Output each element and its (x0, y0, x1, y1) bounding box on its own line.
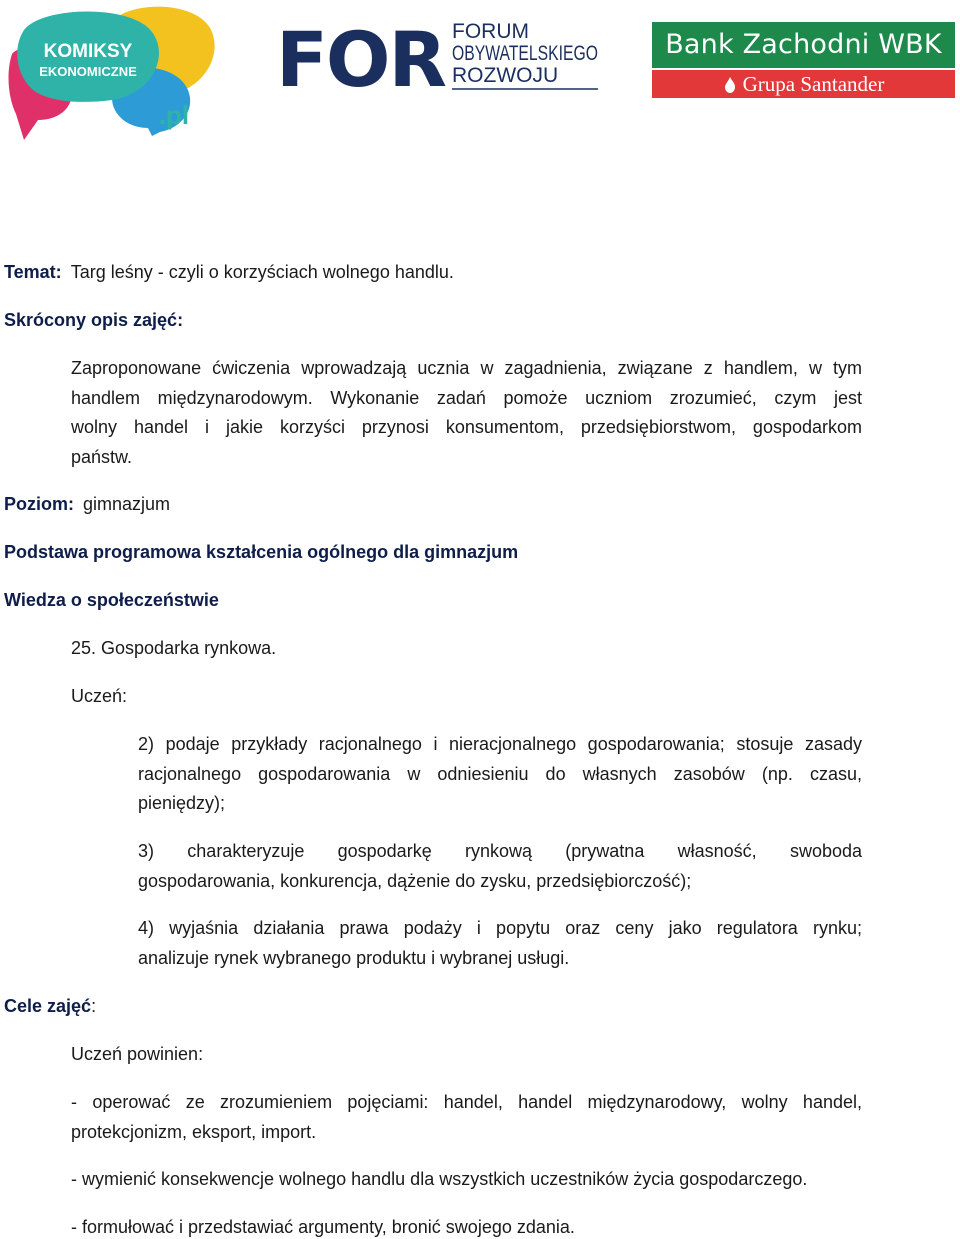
cele-colon: : (91, 996, 97, 1016)
requirement-line: 2) podaje przykłady racjonalnego i nieracjonalnego gospodarowania; stosuje zasady (138, 734, 862, 754)
uczen-label: Uczeń: (71, 686, 128, 706)
opis-paragraph (71, 354, 862, 472)
for-line2: OBYWATELSKIEGO (452, 42, 598, 65)
section-title: 25. Gospodarka rynkowa. (71, 638, 277, 658)
komiksy-line2: EKONOMICZNE (39, 64, 137, 79)
requirement-item (138, 730, 862, 819)
komiksy-ekonomiczne-logo (2, 2, 217, 142)
komiksy-line1: KOMIKSY (43, 41, 133, 62)
requirement-item (138, 914, 862, 973)
wos-heading: Wiedza o społeczeństwie (4, 590, 219, 610)
for-line3: ROZWOJU (452, 64, 559, 87)
opis-label: Skrócony opis zajęć: (4, 310, 184, 330)
cele-row (4, 994, 96, 1018)
bank-group: Grupa Santander (742, 72, 885, 96)
poziom-value: gimnazjum (83, 494, 171, 514)
temat-label: Temat: (4, 262, 62, 282)
goal-item (71, 1088, 862, 1147)
podstawa-heading: Podstawa programowa kształcenia ogólnego dla gimnazjum (4, 542, 519, 562)
bank-group-bar (652, 70, 955, 98)
cele-label: Cele zajęć (4, 996, 92, 1016)
temat-row (4, 260, 454, 284)
opis-line: wolny handel i jakie korzyści przynosi konsumentom, przedsiębiorstwom, gospodarkom (71, 417, 862, 437)
requirement-line: analizuje rynek wybranego produktu i wybranej usługi. (138, 947, 570, 968)
flame-icon (723, 77, 737, 93)
for-logo (276, 15, 606, 104)
goal-line: - operować ze zrozumieniem pojęciami: handel, handel międzynarodowy, wolny handel, (71, 1092, 862, 1112)
requirement-line: pieniędzy); (138, 793, 226, 813)
goal-item: - wymienić konsekwencje wolnego handlu dla wszystkich uczestników życia gospodarczego. (71, 1169, 808, 1189)
for-line1: FORUM (452, 20, 529, 43)
requirement-line: 3) charakteryzuje gospodarkę rynkową (prywatna własność, swoboda (138, 841, 862, 861)
opis-line: Zaproponowane ćwiczenia wprowadzają ucznia w zagadnienia, związane z handlem, w tym (71, 358, 862, 378)
poziom-label: Poziom: (4, 494, 74, 514)
bank-zachodni-logo (652, 22, 955, 98)
goal-item: - formułować i przedstawiać argumenty, bronić swojego zdania. (71, 1217, 575, 1237)
poziom-row (4, 492, 170, 516)
requirement-line: gospodarowania, konkurencja, dążenie do zysku, przedsiębiorczość); (138, 870, 692, 891)
komiksy-domain: .pl (158, 100, 190, 130)
opis-line: państw. (71, 446, 133, 467)
opis-line: handlem międzynarodowym. Wykonanie zadań pomoże uczniom zrozumieć, czym jest (71, 387, 862, 408)
requirement-line: racjonalnego gospodarowania w odniesieniu do własnych zasobów (np. czasu, (138, 763, 862, 784)
requirement-line: 4) wyjaśnia działania prawa podaży i popytu oraz ceny jako regulatora rynku; (138, 918, 862, 938)
bank-name: Bank Zachodni WBK (652, 22, 955, 68)
cele-intro: Uczeń powinien: (71, 1044, 204, 1064)
temat-value: Targ leśny - czyli o korzyściach wolnego handlu. (70, 262, 454, 282)
for-mark: FOR (276, 15, 446, 104)
requirement-item (138, 837, 862, 896)
goal-line: protekcjonizm, eksport, import. (71, 1121, 317, 1142)
